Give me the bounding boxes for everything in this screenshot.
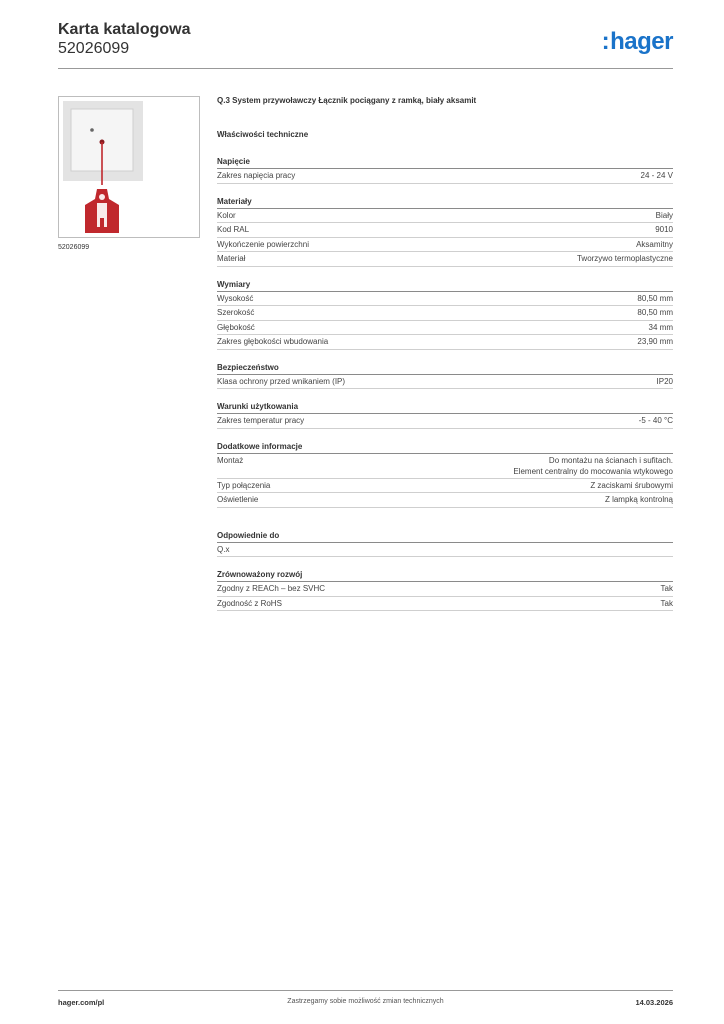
footer-date: 14.03.2026: [635, 998, 673, 1007]
technical-properties-heading: Właściwości techniczne: [217, 130, 309, 139]
hager-logo: [602, 28, 673, 56]
spec-label: Kod RAL: [217, 225, 250, 234]
spec-value: IP20: [656, 376, 673, 386]
spec-row: [217, 414, 673, 429]
section-operating-conditions: [217, 401, 673, 429]
header-divider: [58, 68, 673, 69]
spec-value: 80,50 mm: [637, 293, 673, 303]
product-name: Q.3 System przywoławczy Łącznik pociągany z ramką, biały aksamit: [217, 96, 477, 105]
pull-cord-switch-icon: [59, 97, 199, 237]
section-title: Dodatkowe informacje: [217, 441, 673, 454]
product-image: [58, 96, 200, 238]
spec-row: [217, 493, 673, 508]
section-title: Wymiary: [217, 279, 673, 292]
spec-row: [217, 454, 673, 479]
spec-label: Klasa ochrony przed wnikaniem (IP): [217, 376, 346, 386]
spec-value-line: Element centralny do mocowania wtykowego: [513, 466, 673, 476]
spec-label: Szerokość: [217, 308, 255, 317]
spec-label: Oświetlenie: [217, 495, 259, 504]
spec-value: 23,90 mm: [637, 337, 673, 346]
logo-mark-icon: :: [601, 28, 610, 55]
spec-value: Tworzywo termoplastyczne: [576, 254, 673, 263]
document-title: Karta katalogowa: [58, 21, 191, 38]
spec-value: Z zaciskami śrubowymi: [590, 480, 673, 490]
product-image-caption: 52026099: [58, 244, 90, 251]
footer-disclaimer: Zastrzegamy sobie możliwość zmian technicznych: [287, 998, 444, 1005]
spec-row: [217, 209, 673, 224]
logo-text: hager: [610, 28, 673, 55]
section-materials: [217, 196, 673, 267]
spec-row: [217, 321, 673, 336]
spec-row: [217, 543, 673, 558]
document-header: [58, 20, 673, 70]
spec-row: [217, 582, 673, 597]
section-suitable-for: [217, 530, 673, 558]
section-title: Zrównoważony rozwój: [217, 569, 673, 582]
spec-value: 24 - 24 V: [640, 171, 673, 180]
section-voltage: [217, 156, 673, 184]
spec-value: Aksamitny: [636, 239, 673, 249]
spec-label: Zakres głębokości wbudowania: [217, 337, 329, 346]
spec-row: [217, 306, 673, 321]
spec-label: Q.x: [217, 544, 230, 554]
section-title: Napięcie: [217, 156, 673, 169]
spec-value: 9010: [655, 225, 673, 234]
spec-value: [513, 455, 673, 477]
spec-row: [217, 597, 673, 612]
spec-sheet: [217, 96, 673, 611]
section-additional-info: [217, 441, 673, 508]
spec-value: Z lampką kontrolną: [604, 495, 673, 504]
spec-value: Tak: [660, 584, 673, 593]
spec-label: Materiał: [217, 254, 246, 263]
document-number: 52026099: [58, 40, 130, 57]
spec-label: Zgodny z REACh – bez SVHC: [217, 584, 326, 593]
spec-value: -5 - 40 °C: [638, 416, 673, 425]
section-dimensions: [217, 279, 673, 350]
spec-value: Tak: [660, 598, 673, 608]
section-safety: [217, 362, 673, 390]
spec-value: Biały: [655, 210, 673, 220]
section-sustainability: [217, 569, 673, 611]
spec-value: 34 mm: [648, 322, 673, 332]
section-title: Odpowiednie do: [217, 530, 673, 543]
footer-divider: [58, 990, 673, 991]
spec-label: Wysokość: [217, 293, 254, 303]
spec-row: [217, 375, 673, 390]
section-title: Materiały: [217, 196, 673, 209]
footer-website-link[interactable]: hager.com/pl: [58, 998, 105, 1007]
spec-label: Wykończenie powierzchni: [217, 239, 309, 249]
spec-row: [217, 479, 673, 494]
section-title: Bezpieczeństwo: [217, 362, 673, 375]
spec-row: [217, 238, 673, 253]
spec-row: [217, 335, 673, 350]
spec-row: [217, 252, 673, 267]
spec-row: [217, 292, 673, 307]
spec-label: Głębokość: [217, 322, 255, 332]
spec-row: [217, 169, 673, 184]
section-title: Warunki użytkowania: [217, 401, 673, 414]
spec-label: Montaż: [217, 455, 244, 465]
spec-value-line: Do montażu na ścianach i sufitach.: [548, 455, 673, 465]
spec-value: 80,50 mm: [637, 308, 673, 317]
spec-label: Typ połączenia: [217, 480, 271, 490]
spec-label: Zgodność z RoHS: [217, 598, 282, 608]
spec-row: [217, 223, 673, 238]
spec-label: Zakres napięcia pracy: [217, 171, 296, 180]
spec-label: Kolor: [217, 210, 236, 220]
spec-label: Zakres temperatur pracy: [217, 416, 305, 425]
